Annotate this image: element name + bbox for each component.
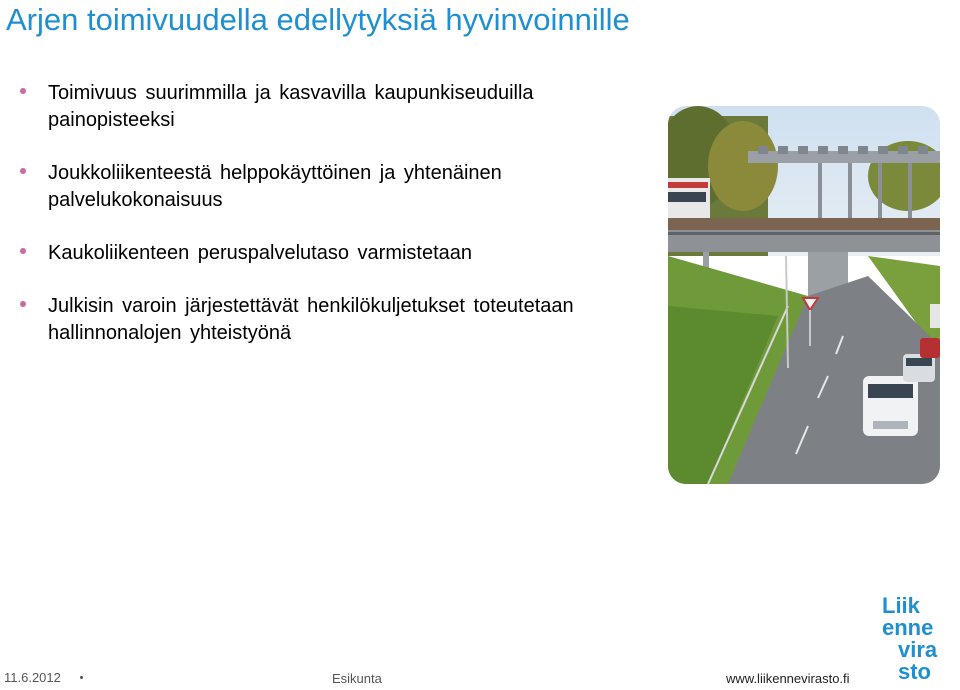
bullet-item (20, 160, 608, 214)
logo-line-2: enne (882, 615, 934, 640)
slide-title: Arjen toimivuudella edellytyksiä hyvinvoinnille (6, 2, 630, 37)
bullet-text: Julkisin varoin järjestettävät henkilökuljetukset toteutetaan hallinnonalojen yhteistyönä (48, 295, 574, 344)
liikennevirasto-logo (880, 593, 960, 685)
bullet-text: Kaukoliikenteen peruspalvelutaso varmistetaan (48, 242, 473, 264)
bullet-text: Toimivuus suurimmilla ja kasvavilla kaupunkiseuduilla painopisteeksi (48, 82, 534, 131)
road-photo (668, 106, 940, 484)
footer-separator-icon (80, 676, 83, 679)
bullet-dot-icon (20, 301, 26, 307)
logo-line-1: Liik (882, 593, 920, 618)
bullet-item (20, 80, 658, 134)
bullet-list (20, 80, 670, 373)
bullet-item (20, 293, 678, 347)
footer-url: www.liikennevirasto.fi (726, 671, 850, 686)
footer-section: Esikunta (332, 671, 382, 686)
logo-line-3: vira (898, 637, 938, 662)
footer-date: 11.6.2012 (4, 670, 61, 685)
bullet-dot-icon (20, 88, 26, 94)
bullet-text: Joukkoliikenteestä helppokäyttöinen ja yhtenäinen palvelukokonaisuus (48, 162, 502, 211)
bullet-dot-icon (20, 168, 26, 174)
bullet-item (20, 240, 668, 267)
bullet-dot-icon (20, 248, 26, 254)
logo-line-4: sto (898, 659, 931, 684)
